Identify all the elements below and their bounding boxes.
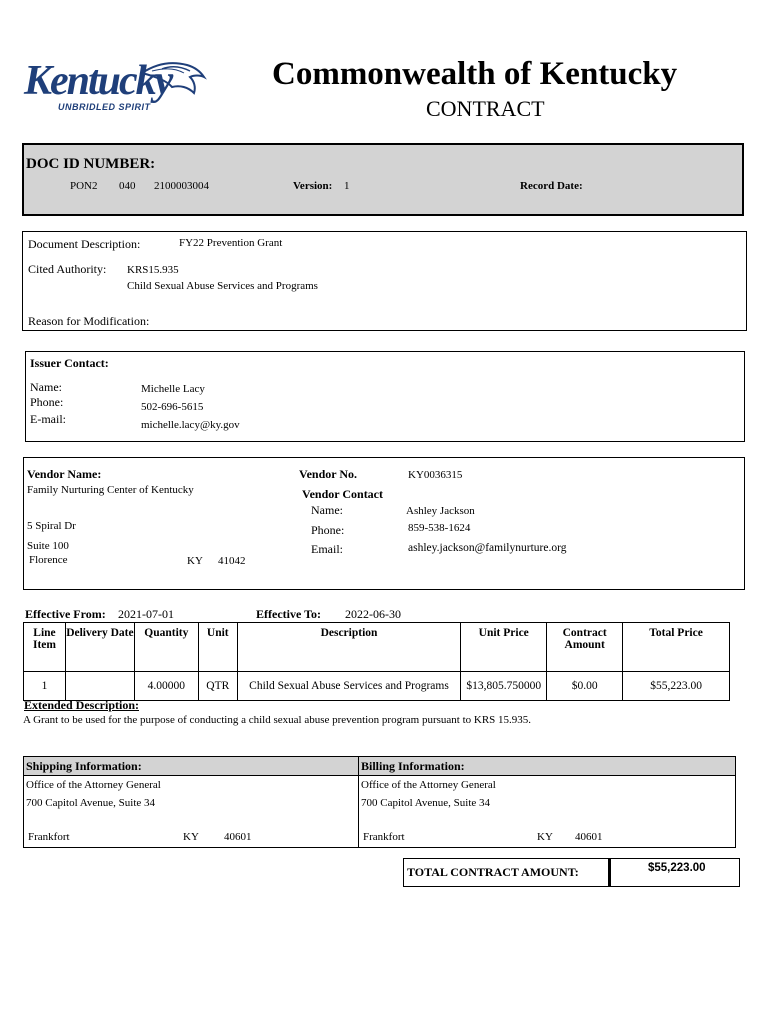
record-date-label: Record Date: bbox=[520, 180, 583, 192]
extended-description-label: Extended Description: bbox=[24, 698, 139, 712]
col-header-total-price: Total Price bbox=[623, 623, 730, 672]
cited-authority-detail: Child Sexual Abuse Services and Programs bbox=[127, 280, 318, 292]
doc-desc-value: FY22 Prevention Grant bbox=[179, 237, 283, 249]
vendor-contact-name-label: Name: bbox=[311, 503, 343, 517]
kentucky-logo bbox=[22, 55, 212, 125]
billing-zip: 40601 bbox=[575, 831, 603, 843]
cell-line-item: 1 bbox=[24, 672, 66, 701]
billing-panel bbox=[358, 756, 736, 848]
vendor-state: KY bbox=[187, 555, 203, 567]
effective-from-label: Effective From: bbox=[25, 607, 106, 621]
vendor-contact-phone-label: Phone: bbox=[311, 523, 345, 537]
vendor-name: Family Nurturing Center of Kentucky bbox=[27, 484, 194, 496]
vendor-address-line1: 5 Spiral Dr bbox=[27, 520, 76, 532]
logo-tagline: UNBRIDLED SPIRIT bbox=[58, 102, 151, 112]
col-header-contract-amount: Contract Amount bbox=[547, 623, 623, 672]
issuer-phone: 502-696-5615 bbox=[141, 401, 204, 413]
billing-heading: Billing Information: bbox=[359, 757, 735, 776]
vendor-contact-email-label: Email: bbox=[311, 542, 343, 556]
cell-unit-price: $13,805.750000 bbox=[461, 672, 547, 701]
document-description-panel bbox=[22, 231, 747, 331]
vendor-contact-heading: Vendor Contact bbox=[302, 487, 384, 501]
total-contract-panel bbox=[403, 858, 740, 887]
billing-line2: 700 Capitol Avenue, Suite 34 bbox=[361, 797, 491, 809]
page-title: Commonwealth of Kentucky bbox=[272, 56, 678, 92]
issuer-email-label: E-mail: bbox=[30, 412, 66, 426]
effective-to-label: Effective To: bbox=[256, 607, 321, 621]
col-header-unit-price: Unit Price bbox=[461, 623, 547, 672]
cell-total-price: $55,223.00 bbox=[623, 672, 730, 701]
issuer-contact-panel bbox=[25, 351, 745, 442]
page-subtitle: CONTRACT bbox=[426, 96, 545, 121]
vendor-name-heading: Vendor Name: bbox=[27, 467, 102, 481]
billing-state: KY bbox=[537, 831, 553, 843]
issuer-name: Michelle Lacy bbox=[141, 383, 205, 395]
col-header-description: Description bbox=[237, 623, 461, 672]
vendor-no: KY0036315 bbox=[408, 469, 463, 481]
doc-type: PON2 bbox=[70, 180, 98, 192]
col-header-quantity: Quantity bbox=[134, 623, 198, 672]
version-value: 1 bbox=[344, 180, 350, 192]
effective-to-value: 2022-06-30 bbox=[345, 607, 401, 621]
col-header-delivery-date: Delivery Date bbox=[65, 623, 134, 672]
shipping-heading: Shipping Information: bbox=[24, 757, 358, 776]
shipping-state: KY bbox=[183, 831, 199, 843]
doc-desc-label: Document Description: bbox=[28, 237, 141, 251]
reason-for-modification-label: Reason for Modification: bbox=[28, 314, 150, 328]
billing-line1: Office of the Attorney General bbox=[361, 779, 496, 791]
doc-dept: 040 bbox=[119, 180, 136, 192]
issuer-heading: Issuer Contact: bbox=[30, 356, 109, 370]
vendor-contact-email: ashley.jackson@familynurture.org bbox=[408, 542, 567, 554]
issuer-email: michelle.lacy@ky.gov bbox=[141, 419, 240, 431]
shipping-line2: 700 Capitol Avenue, Suite 34 bbox=[26, 797, 156, 809]
version-label: Version: bbox=[293, 180, 333, 192]
cited-authority-value: KRS15.935 bbox=[127, 264, 179, 276]
doc-id-panel bbox=[22, 143, 744, 216]
shipping-zip: 40601 bbox=[224, 831, 252, 843]
shipping-panel bbox=[23, 756, 359, 848]
logo-wordmark: Kentucky bbox=[24, 58, 172, 104]
vendor-no-label: Vendor No. bbox=[299, 467, 358, 481]
vendor-contact-name: Ashley Jackson bbox=[406, 505, 475, 517]
total-contract-label: TOTAL CONTRACT AMOUNT: bbox=[407, 865, 579, 879]
total-contract-value: $55,223.00 bbox=[648, 862, 706, 874]
doc-number: 2100003004 bbox=[154, 180, 209, 192]
cited-authority-label: Cited Authority: bbox=[28, 262, 107, 276]
table-row bbox=[24, 672, 730, 701]
cell-delivery-date bbox=[65, 672, 134, 701]
vendor-city: Florence bbox=[29, 554, 68, 566]
line-items-table bbox=[23, 622, 730, 701]
col-header-line-item: Line Item bbox=[24, 623, 66, 672]
cell-description: Child Sexual Abuse Services and Programs bbox=[237, 672, 461, 701]
extended-description-text: A Grant to be used for the purpose of conducting a child sexual abuse prevention program pursuant to KRS 15.935. bbox=[23, 714, 532, 726]
cell-contract-amount: $0.00 bbox=[547, 672, 623, 701]
billing-city: Frankfort bbox=[363, 831, 405, 843]
shipping-city: Frankfort bbox=[28, 831, 70, 843]
vendor-contact-phone: 859-538-1624 bbox=[408, 522, 471, 534]
vendor-panel bbox=[23, 457, 745, 590]
total-label-cell bbox=[404, 859, 611, 886]
issuer-phone-label: Phone: bbox=[30, 395, 64, 409]
cell-quantity: 4.00000 bbox=[134, 672, 198, 701]
effective-from-value: 2021-07-01 bbox=[118, 607, 174, 621]
shipping-line1: Office of the Attorney General bbox=[26, 779, 161, 791]
doc-id-label: DOC ID NUMBER: bbox=[26, 156, 156, 172]
cell-unit: QTR bbox=[198, 672, 237, 701]
issuer-name-label: Name: bbox=[30, 380, 62, 394]
table-header-row bbox=[24, 623, 730, 672]
vendor-address-line2: Suite 100 bbox=[27, 540, 69, 552]
col-header-unit: Unit bbox=[198, 623, 237, 672]
vendor-zip: 41042 bbox=[218, 555, 246, 567]
